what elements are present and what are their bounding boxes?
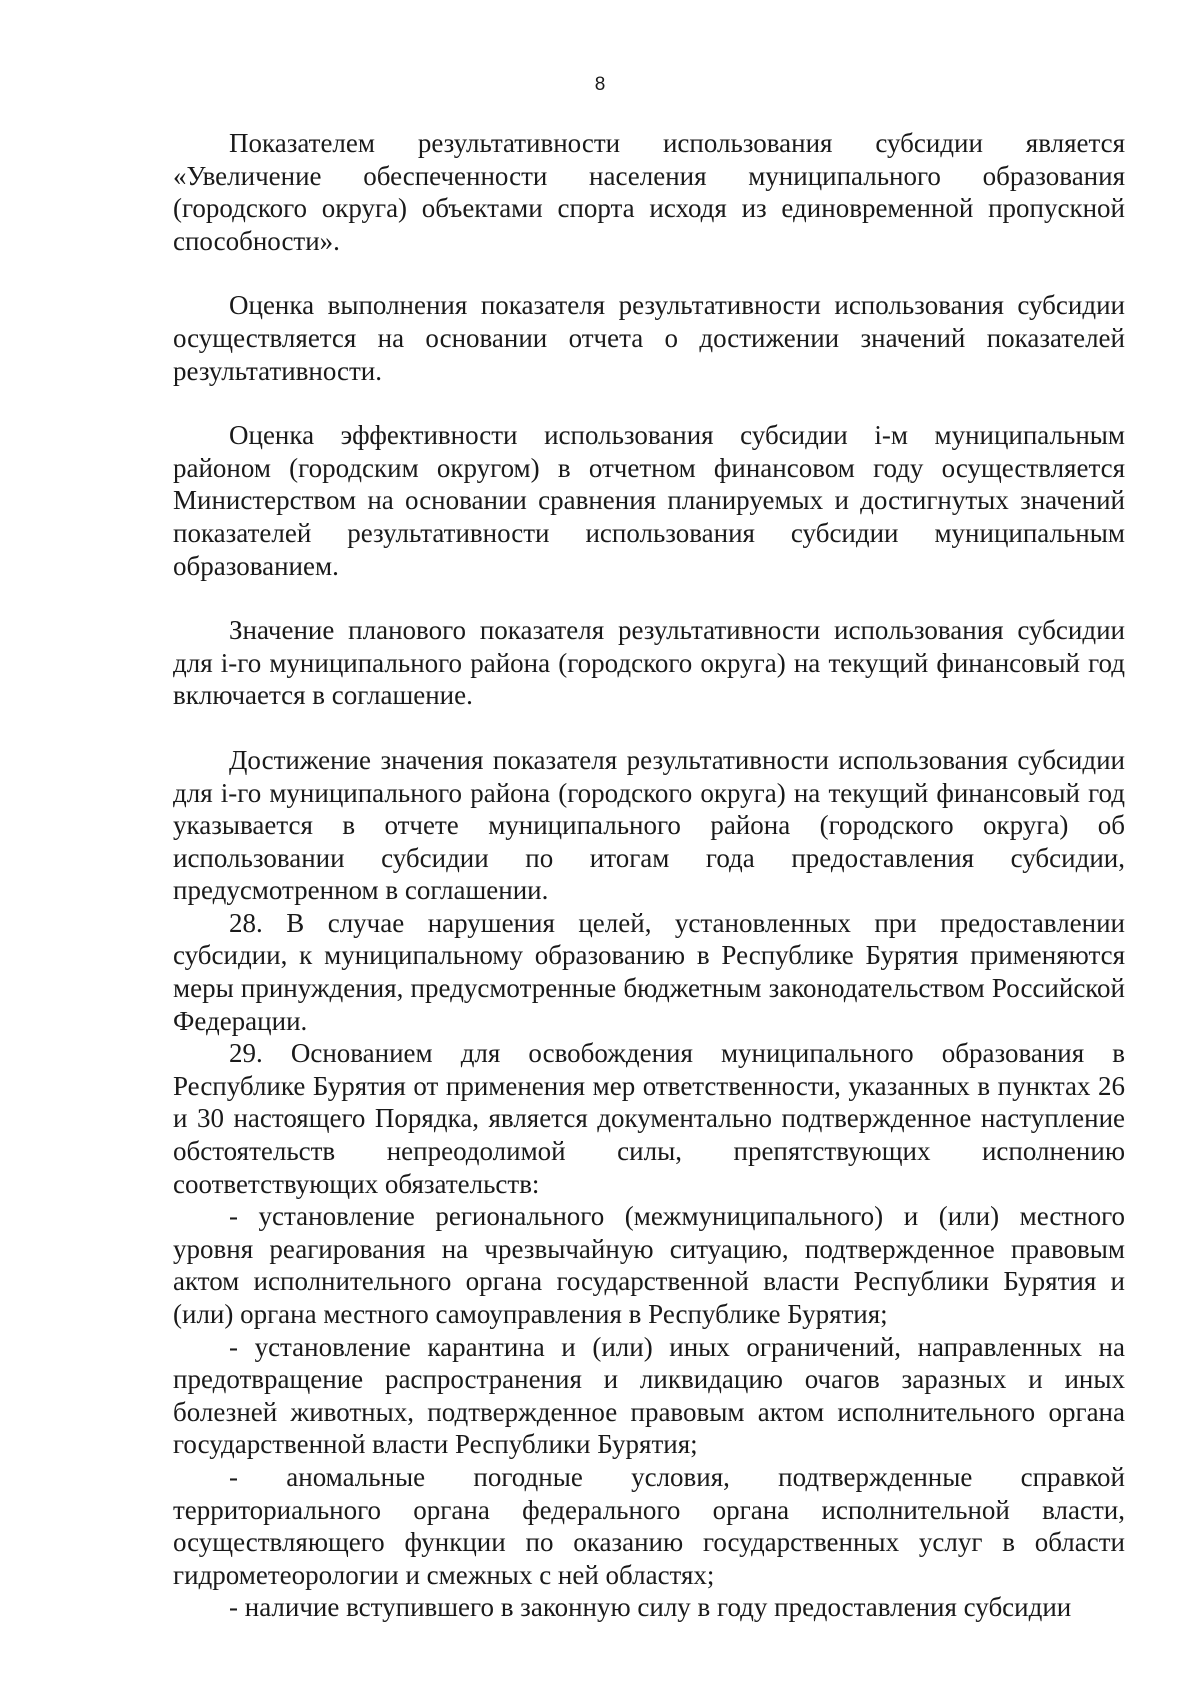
document-body: [173, 127, 1125, 1624]
paragraph-evaluation: Оценка выполнения показателя результативности использования субсидии осуществляется на основании отчета о достижении значений показателей результативности.: [173, 290, 1125, 386]
page-number: 8: [594, 74, 606, 95]
list-item-quarantine: - установление карантина и (или) иных ограничений, направленных на предотвращение распространения и ликвидацию очагов заразных и иных болезней животных, подтвержденное правовым актом исполнительного органа государственной власти Республики Бурятия;: [173, 1331, 1125, 1460]
list-item-weather: - аномальные погодные условия, подтвержденные справкой территориального органа федерального органа исполнительной власти, осуществляющего функции по оказанию государственных услуг в области гидрометеорологии и смежных с ней областях;: [173, 1461, 1125, 1590]
paragraph-planned-value: Значение планового показателя результативности использования субсидии для i-го муниципального района (городского округа) на текущий финансовый год включается в соглашение.: [173, 615, 1125, 711]
paragraph-item-29: 29. Основанием для освобождения муниципального образования в Республике Бурятия от применения мер ответственности, указанных в пунктах 26 и 30 настоящего Порядка, является документально подтвержденное наступление обстоятельств непреодолимой силы, препятствующих исполнению соответствующих обязательств:: [173, 1038, 1125, 1199]
list-item-emergency: - установление регионального (межмуниципального) и (или) местного уровня реагирования на чрезвычайную ситуацию, подтвержденное правовым актом исполнительного органа государственной власти Республики Бурятия и (или) органа местного самоуправления в Республике Бурятия;: [173, 1201, 1125, 1329]
paragraph-achieved-value: Достижение значения показателя результативности использования субсидии для i-го муниципального района (городского округа) на текущий финансовый год указывается в отчете муниципального района (городского округа) об использовании субсидии по итогам года предоставления субсидии, предусмотренном в соглашении.: [173, 744, 1125, 906]
paragraph-indicator: Показателем результативности использования субсидии является «Увеличение обеспеченности населения муниципального образования (городского округа) объектами спорта исходя из единовременной пропускной способности».: [173, 128, 1125, 256]
paragraph-item-28: 28. В случае нарушения целей, установленных при предоставлении субсидии, к муниципальному образованию в Республике Бурятия применяются меры принуждения, предусмотренные бюджетным законодательством Российской Федерации.: [173, 907, 1125, 1036]
list-item-court-decision: - наличие вступившего в законную силу в году предоставления субсидии: [229, 1592, 1072, 1623]
paragraph-efficiency: Оценка эффективности использования субсидии i-м муниципальным районом (городским округом) в отчетном финансовом году осуществляется Министерством на основании сравнения планируемых и достигнутых значений показателей результативности использования субсидии муниципальным образованием.: [173, 420, 1125, 581]
